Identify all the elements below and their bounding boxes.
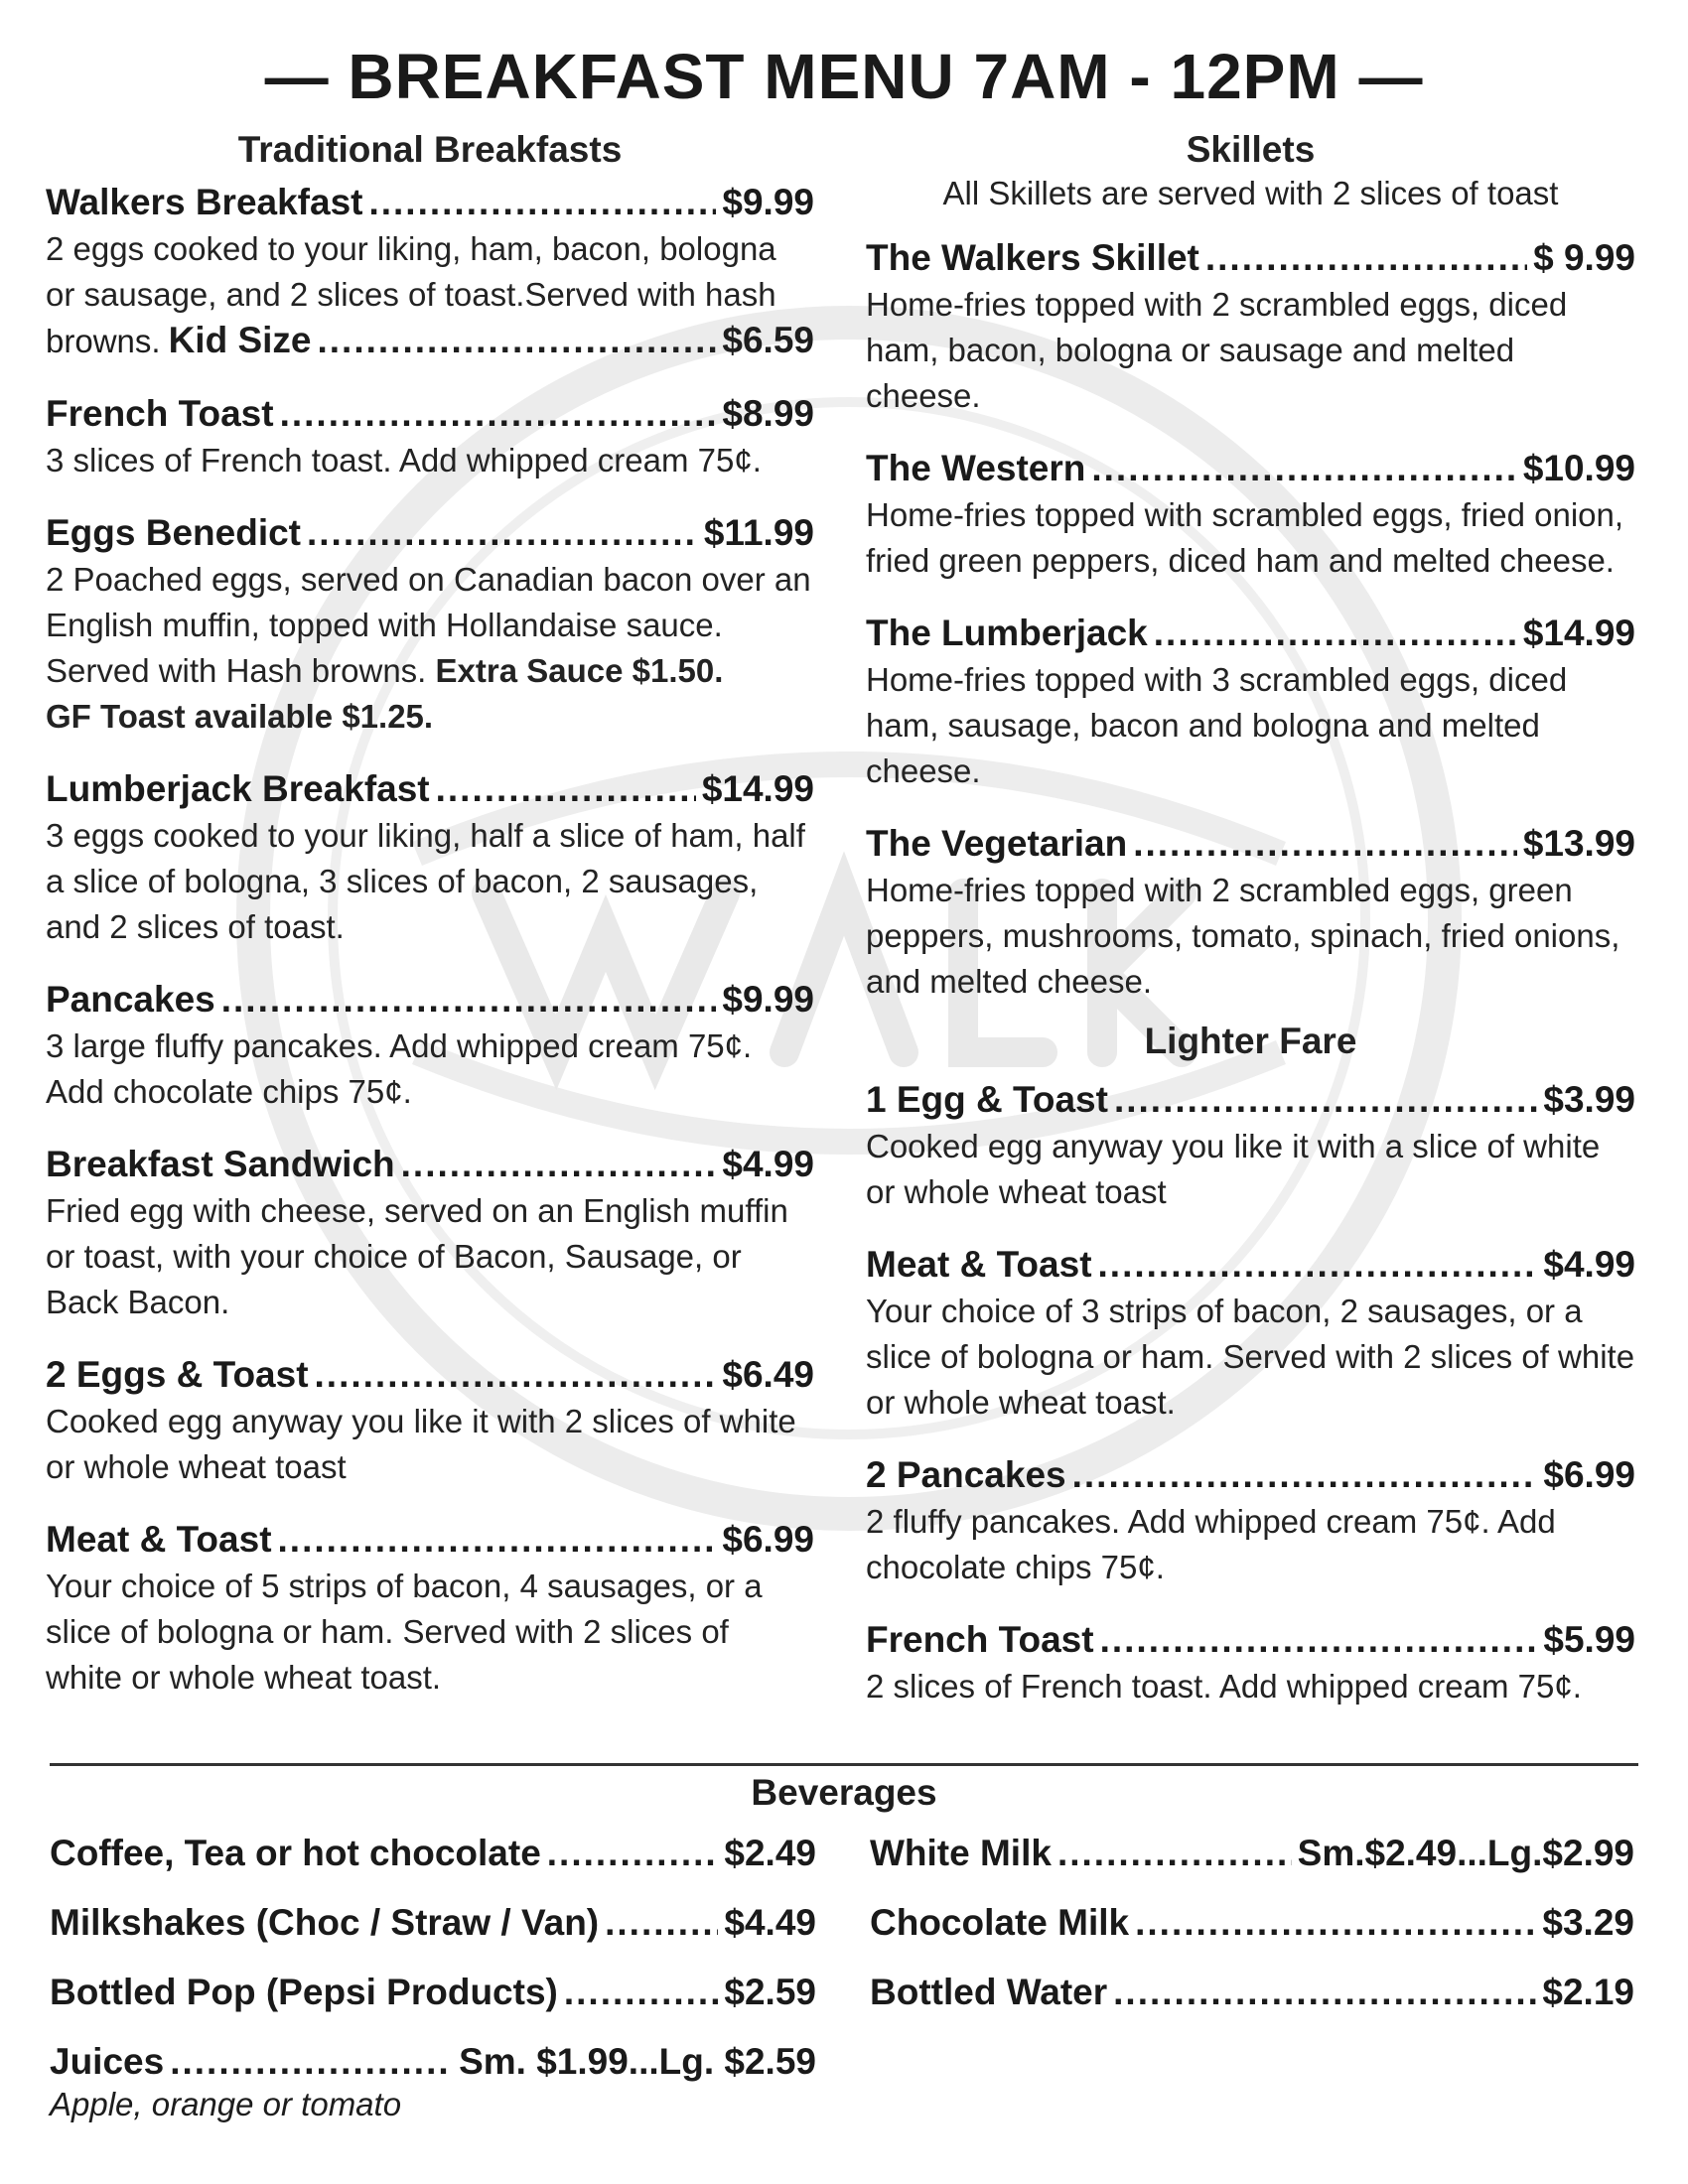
menu-item bbox=[46, 765, 814, 950]
dot-leader bbox=[317, 318, 716, 363]
item-name: Pancakes bbox=[46, 979, 215, 1020]
section-title-skillets: Skillets bbox=[1186, 129, 1316, 170]
item-description: Cooked egg anyway you like it with a slice of white or whole wheat toast bbox=[866, 1128, 1601, 1210]
item-header bbox=[46, 179, 814, 226]
item-header bbox=[866, 234, 1635, 282]
dot-leader bbox=[315, 1351, 717, 1399]
beverages-right-column bbox=[870, 1829, 1634, 2037]
kid-size-line bbox=[46, 318, 814, 364]
item-price: Sm. $1.99...Lg. $2.59 bbox=[459, 2041, 816, 2082]
item-description: Fried egg with cheese, served on an English muffin or toast, with your choice of Bacon, Sausage, or Back Bacon. bbox=[46, 1192, 788, 1320]
item-name: 2 Pancakes bbox=[866, 1454, 1066, 1495]
item-name: Chocolate Milk bbox=[870, 1902, 1130, 1943]
item-header bbox=[866, 820, 1635, 868]
dot-leader bbox=[1098, 1241, 1538, 1289]
item-description: Home-fries topped with scrambled eggs, fried onion, fried green peppers, diced ham and melted cheese. bbox=[866, 496, 1624, 579]
dot-leader bbox=[1100, 1616, 1538, 1664]
beverage-item bbox=[50, 1968, 816, 2017]
skillets-note: All Skillets are served with 2 slices of toast bbox=[942, 175, 1559, 211]
page-title: — BREAKFAST MENU 7AM - 12PM — bbox=[264, 41, 1424, 112]
item-description: 3 eggs cooked to your liking, half a slice of ham, half a slice of bologna, 3 slices of bacon, 2 sausages, and 2 slices of toast. bbox=[46, 817, 805, 945]
item-price: $2.49 bbox=[724, 1833, 816, 1873]
beverage-item bbox=[870, 1829, 1634, 1878]
menu-item bbox=[866, 610, 1635, 794]
menu-item bbox=[46, 390, 814, 483]
beverage-item bbox=[870, 1898, 1634, 1948]
dot-leader bbox=[1133, 820, 1517, 868]
item-name: The Lumberjack bbox=[866, 613, 1148, 653]
item-name: The Vegetarian bbox=[866, 823, 1128, 864]
item-price: $8.99 bbox=[722, 393, 814, 434]
item-name: The Western bbox=[866, 448, 1086, 488]
item-header bbox=[46, 1516, 814, 1564]
menu-item bbox=[46, 976, 814, 1115]
dot-leader bbox=[401, 1141, 717, 1188]
item-name: White Milk bbox=[870, 1833, 1052, 1873]
dot-leader bbox=[1091, 445, 1516, 492]
item-price: $ 9.99 bbox=[1533, 237, 1635, 278]
item-name: Milkshakes (Choc / Straw / Van) bbox=[50, 1902, 600, 1943]
item-description: 3 slices of French toast. Add whipped cream 75¢. bbox=[46, 442, 762, 478]
item-description-end: browns. bbox=[46, 323, 161, 359]
beverage-item bbox=[50, 1829, 816, 1878]
item-header bbox=[46, 390, 814, 438]
item-header bbox=[46, 509, 814, 557]
dot-leader bbox=[605, 1898, 718, 1948]
item-name: Bottled Water bbox=[870, 1972, 1108, 2012]
skillets-column bbox=[866, 129, 1635, 1735]
item-price: $6.99 bbox=[722, 1519, 814, 1560]
beverages-left-column bbox=[50, 1829, 816, 2144]
item-price: $3.29 bbox=[1542, 1902, 1634, 1943]
item-price: $13.99 bbox=[1522, 823, 1635, 864]
item-name: French Toast bbox=[46, 393, 274, 434]
dot-leader bbox=[547, 1829, 719, 1878]
item-header bbox=[50, 1829, 816, 1878]
item-price: $2.19 bbox=[1542, 1972, 1634, 2012]
item-name: Eggs Benedict bbox=[46, 512, 301, 553]
item-description: Home-fries topped with 2 scrambled eggs, diced ham, bacon, bologna or sausage and melted cheese. bbox=[866, 286, 1568, 414]
dot-leader bbox=[280, 390, 717, 438]
dot-leader bbox=[1205, 234, 1527, 282]
juice-flavors-note: Apple, orange or tomato bbox=[50, 2086, 402, 2122]
item-price: $9.99 bbox=[722, 979, 814, 1020]
item-name: French Toast bbox=[866, 1619, 1094, 1660]
item-name: Meat & Toast bbox=[46, 1519, 272, 1560]
section-title-lighter-fare: Lighter Fare bbox=[1144, 1021, 1357, 1061]
item-price: $10.99 bbox=[1522, 448, 1635, 488]
item-price: $9.99 bbox=[722, 182, 814, 222]
dot-leader bbox=[221, 976, 717, 1024]
item-name: Coffee, Tea or hot chocolate bbox=[50, 1833, 541, 1873]
item-name: Bottled Pop (Pepsi Products) bbox=[50, 1972, 558, 2012]
item-description: 2 eggs cooked to your liking, ham, bacon, bologna or sausage, and 2 slices of toast.Served with hash bbox=[46, 230, 776, 313]
item-description: 2 slices of French toast. Add whipped cream 75¢. bbox=[866, 1668, 1582, 1705]
dot-leader bbox=[1135, 1898, 1536, 1948]
gf-toast-note: GF Toast available $1.25. bbox=[46, 698, 434, 735]
menu-item bbox=[866, 1076, 1635, 1215]
menu-item bbox=[46, 1141, 814, 1325]
item-header bbox=[50, 1898, 816, 1948]
menu-item bbox=[46, 1516, 814, 1701]
menu-item bbox=[866, 234, 1635, 419]
item-price: $2.59 bbox=[724, 1972, 816, 2012]
dot-leader bbox=[170, 2037, 453, 2087]
item-name: Breakfast Sandwich bbox=[46, 1144, 395, 1184]
item-price: $4.99 bbox=[722, 1144, 814, 1184]
item-description: 3 large fluffy pancakes. Add whipped cream 75¢. Add chocolate chips 75¢. bbox=[46, 1027, 753, 1110]
menu-item bbox=[46, 1351, 814, 1490]
item-name: Juices bbox=[50, 2041, 165, 2082]
menu-item bbox=[866, 1241, 1635, 1426]
menu-item bbox=[46, 179, 814, 364]
item-header bbox=[46, 976, 814, 1024]
dot-leader bbox=[307, 509, 698, 557]
item-name: 1 Egg & Toast bbox=[866, 1079, 1108, 1120]
item-description: Your choice of 3 strips of bacon, 2 sausages, or a slice of bologna or ham. Served with 2 slices of white or whole wheat toast. bbox=[866, 1293, 1635, 1421]
kid-size-label: Kid Size bbox=[168, 320, 312, 360]
beverage-item bbox=[50, 2037, 816, 2124]
item-header bbox=[50, 2037, 816, 2087]
item-header bbox=[46, 765, 814, 813]
item-description: Your choice of 5 strips of bacon, 4 sausages, or a slice of bologna or ham. Served with 2 slices of white or whole wheat toast. bbox=[46, 1568, 763, 1696]
item-description: Cooked egg anyway you like it with 2 slices of white or whole wheat toast bbox=[46, 1403, 796, 1485]
dot-leader bbox=[1114, 1076, 1537, 1124]
dot-leader bbox=[564, 1968, 719, 2017]
item-header bbox=[46, 1141, 814, 1188]
dot-leader bbox=[1154, 610, 1517, 657]
item-header bbox=[866, 1076, 1635, 1124]
item-description: 2 fluffy pancakes. Add whipped cream 75¢. Add chocolate chips 75¢. bbox=[866, 1503, 1556, 1585]
menu-item bbox=[866, 445, 1635, 584]
item-price: $14.99 bbox=[701, 768, 814, 809]
beverage-item bbox=[50, 1898, 816, 1948]
item-price: $6.99 bbox=[1543, 1454, 1635, 1495]
menu-item bbox=[46, 509, 814, 740]
item-header bbox=[870, 1829, 1634, 1878]
item-price: $3.99 bbox=[1543, 1079, 1635, 1120]
item-price: Sm.$2.49...Lg.$2.99 bbox=[1297, 1833, 1634, 1873]
item-description: Home-fries topped with 2 scrambled eggs, green peppers, mushrooms, tomato, spinach, fried onions, and melted cheese. bbox=[866, 872, 1620, 1000]
item-header bbox=[866, 445, 1635, 492]
item-header bbox=[866, 1451, 1635, 1499]
item-price: $5.99 bbox=[1543, 1619, 1635, 1660]
item-header bbox=[50, 1968, 816, 2017]
item-price: $4.99 bbox=[1543, 1244, 1635, 1285]
item-price: $14.99 bbox=[1522, 613, 1635, 653]
section-title-beverages: Beverages bbox=[751, 1772, 937, 1813]
traditional-breakfasts-column bbox=[46, 129, 814, 1726]
item-header bbox=[46, 1351, 814, 1399]
item-price: $11.99 bbox=[703, 512, 814, 553]
item-header bbox=[866, 1616, 1635, 1664]
dot-leader bbox=[368, 179, 716, 226]
item-price: $6.49 bbox=[722, 1354, 814, 1395]
item-header bbox=[870, 1898, 1634, 1948]
section-divider bbox=[50, 1763, 1638, 1766]
item-name: Meat & Toast bbox=[866, 1244, 1092, 1285]
item-header bbox=[870, 1968, 1634, 2017]
item-description: Home-fries topped with 3 scrambled eggs, diced ham, sausage, bacon and bologna and melted cheese. bbox=[866, 661, 1568, 789]
item-name: Walkers Breakfast bbox=[46, 182, 363, 222]
dot-leader bbox=[1113, 1968, 1536, 2017]
menu-item bbox=[866, 820, 1635, 1005]
item-name: Lumberjack Breakfast bbox=[46, 768, 430, 809]
section-title-traditional: Traditional Breakfasts bbox=[237, 129, 623, 170]
item-name: The Walkers Skillet bbox=[866, 237, 1199, 278]
menu-item bbox=[866, 1451, 1635, 1590]
menu-item bbox=[866, 1616, 1635, 1709]
beverage-item bbox=[870, 1968, 1634, 2017]
item-description bbox=[46, 557, 814, 740]
item-header bbox=[866, 1241, 1635, 1289]
dot-leader bbox=[436, 765, 696, 813]
kid-size-price: $6.59 bbox=[722, 320, 814, 360]
item-header bbox=[866, 610, 1635, 657]
item-description-text: 2 Poached eggs, served on Canadian bacon over an English muffin, topped with Hollandaise sauce. Served with Hash browns. bbox=[46, 561, 811, 689]
dot-leader bbox=[278, 1516, 717, 1564]
dot-leader bbox=[1057, 1829, 1292, 1878]
item-price: $4.49 bbox=[724, 1902, 816, 1943]
item-name: 2 Eggs & Toast bbox=[46, 1354, 309, 1395]
extra-sauce-note: Extra Sauce $1.50. bbox=[435, 652, 724, 689]
dot-leader bbox=[1072, 1451, 1538, 1499]
